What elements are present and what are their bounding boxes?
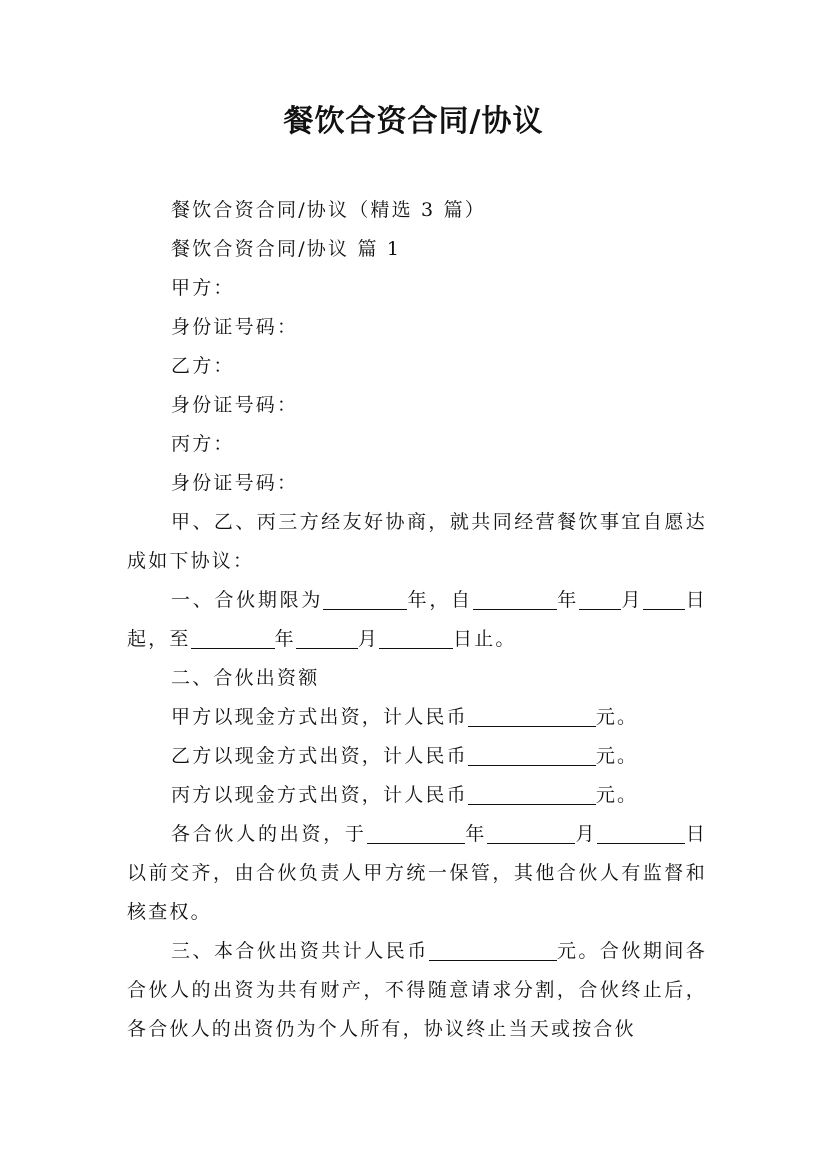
preamble-paragraph: 甲、乙、丙三方经友好协商，就共同经营餐饮事宜自愿达成如下协议： — [127, 511, 707, 572]
party-b-id-line: 身份证号码： — [171, 394, 299, 416]
blank-line — [379, 626, 453, 649]
deadline-text-c: 月 — [574, 823, 598, 845]
section-heading: 餐饮合资合同/协议 篇 1 — [171, 238, 402, 260]
party-a-id-line: 身份证号码： — [171, 316, 299, 338]
blank-line — [191, 626, 275, 649]
blank-line — [579, 587, 621, 610]
blank-line — [468, 704, 596, 727]
clause-1-text-b: 年，自 — [407, 589, 473, 611]
clause-3-text-a: 三、本合伙出资共计人民币 — [171, 940, 429, 962]
blank-line — [367, 821, 465, 844]
blank-line — [429, 938, 557, 961]
blank-line — [323, 587, 407, 610]
blank-line — [643, 587, 685, 610]
deadline-text-d: 日以前交齐，由合伙负责人甲方统一保管，其他合伙人有监督和核查权。 — [127, 823, 708, 923]
contribution-a-text: 甲方以现金方式出资，计人民币 — [171, 706, 468, 728]
contribution-c-unit: 元。 — [595, 784, 639, 806]
clause-1-term — [127, 581, 707, 659]
contribution-a-unit: 元。 — [595, 706, 639, 728]
clause-1-text-c: 年 — [556, 589, 580, 611]
clause-1-text-d: 月 — [621, 589, 644, 611]
intro-line: 餐饮合资合同/协议（精选 3 篇） — [171, 199, 486, 221]
contribution-party-a — [127, 698, 707, 737]
blank-line — [487, 821, 575, 844]
blank-line — [468, 743, 596, 766]
contribution-b-unit: 元。 — [595, 745, 639, 767]
contribution-party-c — [127, 776, 707, 815]
clause-1-text-a: 一、合伙期限为 — [171, 589, 324, 611]
deadline-text-b: 年 — [464, 823, 487, 845]
party-b-line: 乙方： — [171, 355, 235, 377]
document-title: 餐饮合资合同/协议 — [283, 104, 544, 139]
blank-line — [296, 626, 358, 649]
clause-3-paragraph — [127, 932, 707, 1049]
clause-1-text-e: 日起，至 — [127, 589, 708, 650]
party-c-line: 丙方： — [171, 433, 235, 455]
contribution-b-text: 乙方以现金方式出资，计人民币 — [171, 745, 468, 767]
clause-1-text-g: 月 — [357, 628, 380, 650]
party-c-id-line: 身份证号码： — [171, 472, 299, 494]
clause-3-text-b: 元。合伙期间各合伙人的出资为共有财产，不得随意请求分割，合伙终止后，各合伙人的出资仍为个人所有，协议终止当天或按合伙 — [127, 940, 707, 1040]
blank-line — [597, 821, 685, 844]
clause-1-text-f: 年 — [274, 628, 296, 650]
party-a-line: 甲方： — [171, 277, 235, 299]
document-body — [127, 191, 707, 1049]
blank-line — [473, 587, 557, 610]
blank-line — [468, 782, 596, 805]
deadline-text-a: 各合伙人的出资，于 — [171, 823, 367, 845]
clause-2-heading: 二、合伙出资额 — [171, 667, 320, 689]
contribution-deadline — [127, 815, 707, 932]
clause-1-text-h: 日止。 — [453, 628, 517, 650]
contribution-party-b — [127, 737, 707, 776]
contribution-c-text: 丙方以现金方式出资，计人民币 — [171, 784, 468, 806]
